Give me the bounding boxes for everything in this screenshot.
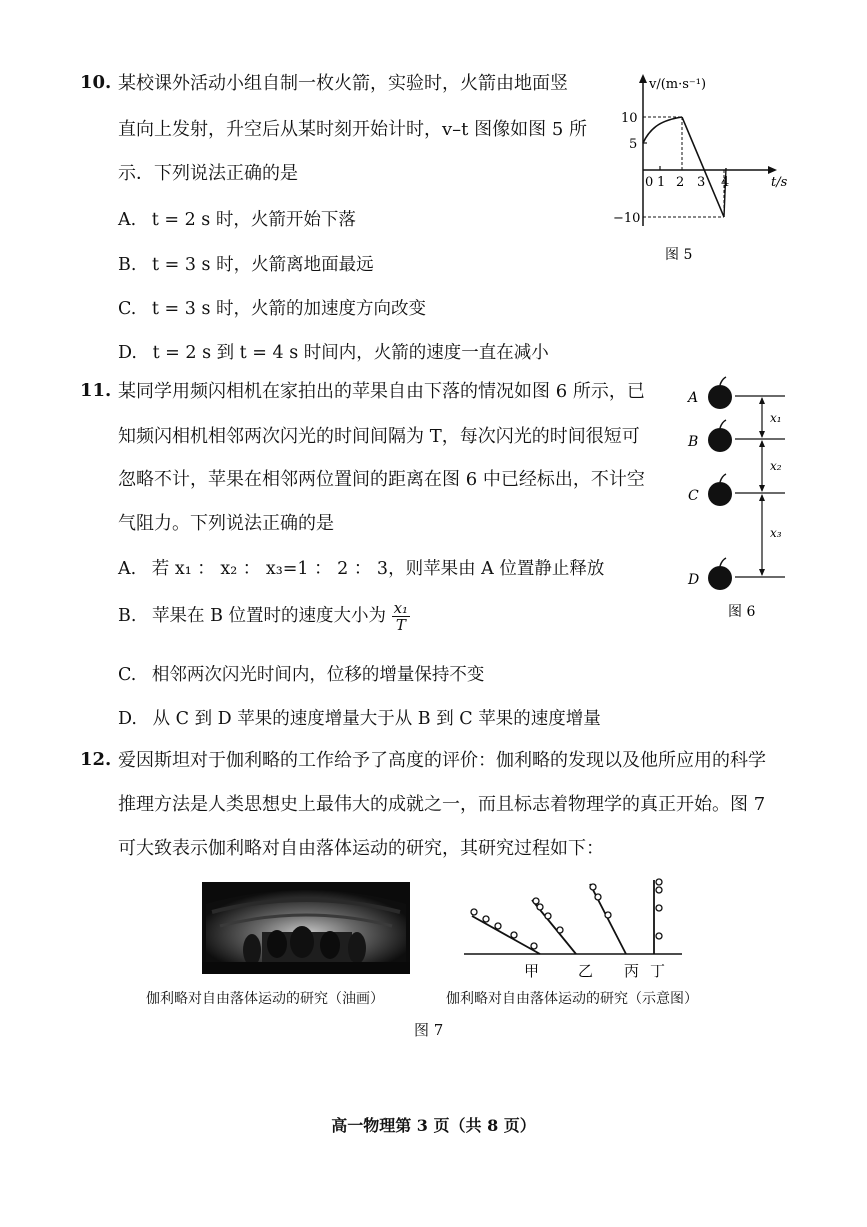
option-letter: A.	[118, 559, 137, 579]
balls-jia	[471, 909, 537, 949]
option-letter: D.	[118, 709, 137, 729]
option-text: 从 C 到 D 苹果的速度增量大于从 B 到 C 苹果的速度增量	[152, 709, 601, 729]
q10-stem-line-2: 直向上发射，升空后从某时刻开始计时，v–t 图像如图 5 所	[118, 119, 588, 140]
x-tick-0: 0	[645, 175, 654, 190]
balls-bing	[590, 884, 611, 918]
balls-ding	[656, 879, 662, 939]
q12-stem-line-2: 推理方法是人类思想史上最伟大的成就之一，而且标志着物理学的真正开始。图 7	[118, 794, 766, 815]
option-letter: B.	[118, 606, 137, 626]
q10-number: 10.	[80, 72, 112, 93]
q12-stem-line-3: 可大致表示伽利略对自由落体运动的研究，其研究过程如下：	[118, 838, 604, 859]
option-text: t = 3 s 时，火箭离地面最远	[152, 255, 374, 275]
distance-label-x3: x₃	[770, 526, 782, 540]
option-text: 相邻两次闪光时间内，位移的增量保持不变	[151, 665, 485, 685]
distance-label-x2: x₂	[770, 459, 782, 473]
q11-stem-line-4: 气阻力。下列说法正确的是	[118, 513, 334, 534]
figure-5-caption: 图 5	[665, 247, 693, 263]
incline-schematic	[460, 872, 682, 982]
figure-7-left-caption: 伽利略对自由落体运动的研究（油画）	[146, 991, 384, 1007]
fraction-denominator: T	[395, 616, 406, 634]
apple-a	[708, 377, 732, 409]
option-text: t = 2 s 到 t = 4 s 时间内，火箭的速度一直在减小	[152, 343, 549, 363]
apple-d	[708, 558, 732, 590]
page-footer: 高一物理第 3 页（共 8 页）	[331, 1116, 536, 1135]
q11-number: 11.	[80, 380, 112, 401]
option-text: 苹果在 B 位置时的速度大小为	[152, 606, 387, 626]
y-axis-label: v/(m·s⁻¹)	[649, 77, 707, 92]
option-letter: D.	[118, 343, 137, 363]
incline-label-bing: 丙	[624, 962, 640, 980]
y-tick-5: 5	[629, 137, 638, 152]
q12-stem-line-1: 爱因斯坦对于伽利略的工作给予了高度的评价：伽利略的发现以及他所应用的科学	[118, 750, 766, 771]
q10-option-b	[118, 251, 374, 276]
incline-label-jia: 甲	[524, 962, 540, 980]
option-text: 若 x₁ ： x₂ ： x₃=1 ： 2 ： 3，则苹果由 A 位置静止释放	[151, 559, 605, 579]
oil-painting-image	[202, 882, 410, 974]
figure-7-right-caption: 伽利略对自由落体运动的研究（示意图）	[446, 991, 698, 1007]
q10-option-a	[118, 206, 356, 231]
x-tick-1: 1	[657, 175, 666, 190]
q10-option-d	[118, 339, 549, 364]
incline-label-yi: 乙	[578, 962, 594, 980]
figure-6-caption: 图 6	[728, 604, 756, 620]
option-letter: A.	[118, 210, 137, 230]
option-letter: C.	[118, 299, 137, 319]
q11-option-b	[118, 600, 410, 633]
point-label-c: C	[688, 488, 699, 504]
incline-label-ding: 丁	[650, 962, 666, 980]
distance-label-x1: x₁	[770, 411, 782, 425]
y-tick-10: 10	[621, 111, 638, 126]
vt-line-falling	[682, 117, 724, 217]
q12-number: 12.	[80, 749, 112, 770]
fraction-numerator: x₁	[393, 599, 409, 617]
option-text: t = 2 s 时，火箭开始下落	[151, 210, 356, 230]
q10-stem-line-3: 示．下列说法正确的是	[118, 163, 298, 184]
figure-6-falling-apple	[680, 372, 810, 622]
vt-curve-rising	[643, 117, 682, 143]
figure-7-caption: 图 7	[414, 1021, 444, 1039]
apple-c	[708, 474, 732, 506]
point-label-a: A	[688, 390, 699, 406]
fraction-x1-over-t	[392, 600, 410, 633]
option-letter: B.	[118, 255, 137, 275]
q11-option-a	[118, 555, 604, 580]
x-axis-arrow	[768, 166, 777, 174]
q11-stem-line-1: 某同学用频闪相机在家拍出的苹果自由下落的情况如图 6 所示，已	[118, 381, 645, 402]
q11-option-c	[118, 661, 484, 686]
q11-option-d	[118, 705, 601, 730]
q11-stem-line-3: 忽略不计，苹果在相邻两位置间的距离在图 6 中已经标出，不计空	[118, 469, 645, 490]
option-text: t = 3 s 时，火箭的加速度方向改变	[151, 299, 426, 319]
y-axis-arrow	[639, 74, 647, 83]
q10-stem-line-1: 某校课外活动小组自制一枚火箭，实验时，火箭由地面竖	[118, 73, 568, 94]
point-label-d: D	[688, 572, 700, 588]
x-tick-3: 3	[697, 175, 706, 190]
point-label-b: B	[688, 434, 699, 450]
q10-option-c	[118, 295, 426, 320]
figure-5-vt-graph	[605, 68, 805, 268]
x-axis-label: t/s	[771, 175, 788, 190]
y-tick-minus10: −10	[613, 211, 641, 226]
balls-yi	[533, 898, 563, 933]
incline-jia	[472, 916, 540, 954]
x-tick-2: 2	[676, 175, 685, 190]
q11-stem-line-2: 知频闪相机相邻两次闪光的时间间隔为 T，每次闪光的时间很短可	[118, 426, 640, 447]
option-letter: C.	[118, 665, 137, 685]
x-tick-4: 4	[721, 175, 730, 190]
apple-b	[708, 420, 732, 452]
